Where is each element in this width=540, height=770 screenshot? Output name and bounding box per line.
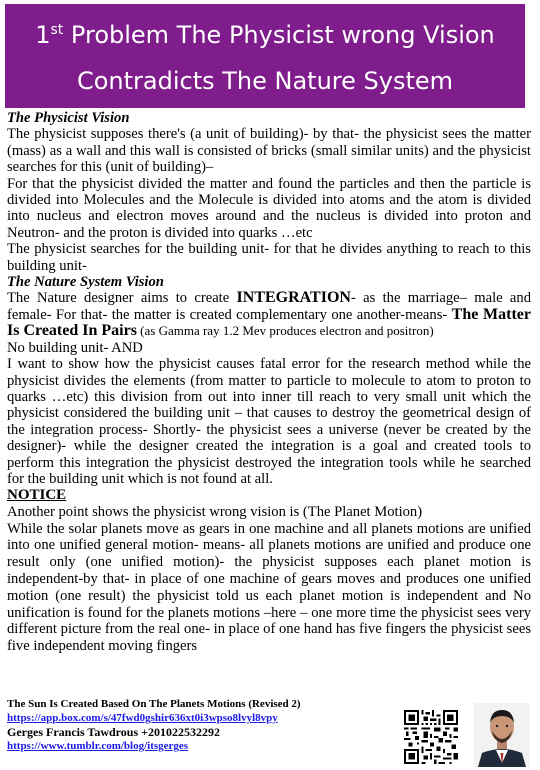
footer-title: The Sun Is Created Based On The Planets Motions (Revised 2): [7, 698, 301, 710]
paragraph: The physicist searches for the building unit- for that he divides anything to reach to this building unit-: [7, 241, 531, 274]
paragraph: While the solar planets move as gears in one machine and all planets motions are unified into one unified general motion- means- all planets motions are unified and produce one result only (one unified motion)- the physicist supposes each planet motion is independent-by that- in place of one machine of gears moves and produces one unified motion (one result) the physicist told us each planet motion is independent and No unification is found for the planets motions –here – one more time the physicist sees very different picture from the real one- in place of one hand has five fingers the physicist sees five independent moving fingers: [7, 520, 531, 655]
document-body: [7, 110, 531, 655]
section-heading-physicist-vision: The Physicist Vision: [7, 110, 130, 126]
text-run: - as the marriage– male and female- For that- the matter is created complementary one another-means-: [7, 290, 532, 323]
title-number: 1: [35, 21, 51, 49]
section-heading-nature-vision: The Nature System Vision: [7, 274, 164, 291]
author-contact: Gerges Francis Tawdrous +201022532292: [7, 725, 220, 739]
notice-heading: NOTICE: [7, 487, 67, 504]
title-text-1: Problem The Physicist wrong Vision: [63, 21, 495, 49]
qr-code-icon: [404, 710, 458, 764]
tumblr-link[interactable]: https://www.tumblr.com/blog/itsgerges: [7, 740, 189, 752]
emphasis-pairs: The Matter Is Created In Pairs: [7, 305, 532, 340]
title-line-2: Contradicts The Nature System: [76, 67, 454, 95]
paragraph: I want to show how the physicist causes fatal error for the research method while the physicist divides the elements (from matter to particle to molecule to atom to proton to quarks …etc) this division from out into inner till reach to very small unit which the physicist considered the building unit – that causes to destroy the geometrical design of the integration process- Shortly- the physicist sees a universe (never be created by the designer)- while the designer created the integration is a goal and created tools to perform this integration the physicist destroyed the integration tools while he searched for the building unit which is not found at all.: [7, 356, 531, 487]
footer: [7, 697, 397, 753]
paragraph: For that the physicist divided the matter and found the particles and then the particle is divided into Molecules and the Molecule is divided into atoms and the atom is divided into nucleus and electron moves around and the nucleus is divided into proton and Neutron- and the proton is divided into quarks …etc: [7, 175, 531, 241]
title-banner: [5, 4, 525, 108]
text-run: The Nature designer aims to create: [7, 290, 237, 307]
box-link[interactable]: https://app.box.com/s/47fwd0gshir636xt0i3wpso8lvyl8vpy: [7, 712, 278, 724]
title-ordinal: st: [50, 22, 64, 38]
text-run: (as Gamma ray 1.2 Mev produces electron and positron): [136, 323, 434, 339]
paragraph: [7, 290, 531, 339]
title-line-1: [5, 4, 525, 56]
emphasis-integration: INTEGRATION: [236, 289, 351, 307]
author-photo: [474, 703, 530, 767]
paragraph: Another point shows the physicist wrong vision is (The Planet Motion): [7, 503, 423, 520]
paragraph: No building unit- AND: [7, 339, 143, 356]
paragraph: The physicist supposes there's (a unit of building)- by that- the physicist sees the matter (mass) as a wall and this wall is consisted of bricks (small similar units) and the physicist searches for this (unit of building)–: [7, 126, 531, 176]
